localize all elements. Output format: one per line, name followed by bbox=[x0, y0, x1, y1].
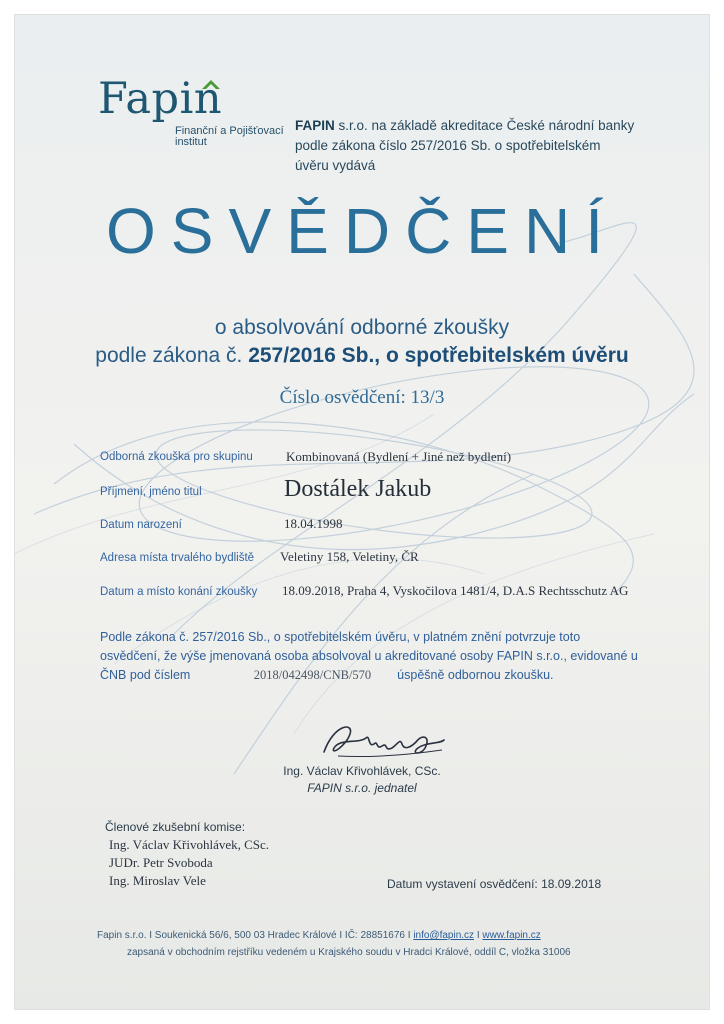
exam-label: Datum a místo konání zkoušky bbox=[100, 586, 258, 598]
logo-subtitle-line2: institut bbox=[175, 136, 207, 148]
issue-date: Datum vystavení osvědčení: 18.09.2018 bbox=[387, 877, 602, 891]
statement-text: Podle zákona č. 257/2016 Sb., o spotřebitelském úvěru, v platném znění potvrzuje toto osvědčení, že výše jmenovaná osoba absolvoval u akreditované osoby FAPIN s.r.o., evidované u ČNB pod číslem bbox=[100, 630, 638, 682]
subtitle-line2 bbox=[14, 344, 710, 368]
signer-role: FAPIN s.r.o. jednatel bbox=[307, 781, 417, 795]
logo-wordmark: Fapin bbox=[98, 74, 223, 124]
subtitle-line1: o absolvování odborné zkoušky bbox=[214, 316, 510, 339]
commission-heading: Členové zkušební komise: bbox=[105, 820, 246, 834]
commission-member: Ing. Miroslav Vele bbox=[109, 873, 206, 888]
address-value: Veletiny 158, Veletiny, ČR bbox=[280, 549, 419, 564]
certificate-number: Číslo osvědčení: 13/3 bbox=[279, 387, 445, 408]
subtitle-prefix: podle zákona č. bbox=[95, 344, 249, 367]
exam-value: 18.09.2018, Praha 4, Vyskočilova 1481/4, D.A.S Rechtsschutz AG bbox=[282, 583, 629, 598]
certificate-page bbox=[14, 14, 710, 1010]
intro-company: FAPIN bbox=[295, 118, 335, 133]
registration-number: 2018/042498/CNB/570 bbox=[253, 668, 372, 682]
subtitle-law: 257/2016 Sb., o spotřebitelském úvěru bbox=[248, 344, 629, 367]
commission-member: JUDr. Petr Svoboda bbox=[109, 855, 213, 870]
footer-email-link[interactable]: info@fapin.cz bbox=[413, 930, 475, 941]
group-value: Kombinovaná (Bydlení + Jiné než bydlení) bbox=[286, 449, 512, 464]
birth-value: 18.04.1998 bbox=[284, 516, 343, 531]
group-label: Odborná zkouška pro skupinu bbox=[100, 451, 253, 463]
holder-name: Dostálek Jakub bbox=[284, 476, 432, 502]
birth-label: Datum narození bbox=[100, 519, 182, 531]
signer-name: Ing. Václav Křivohlávek, CSc. bbox=[283, 764, 441, 778]
certificate-title: OSVĚDČENÍ bbox=[106, 195, 618, 267]
address-label: Adresa místa trvalého bydliště bbox=[100, 552, 255, 564]
logo-roof-icon bbox=[200, 78, 222, 90]
footer-web-link[interactable]: www.fapin.cz bbox=[482, 930, 541, 941]
intro-body: s.r.o. na základě akreditace České národní banky podle zákona číslo 257/2016 Sb. o spotřebitelském úvěru vydává bbox=[295, 118, 635, 173]
intro-text bbox=[295, 116, 635, 176]
footer-registry: zapsaná v obchodním rejstříku vedeném u Krajského soudu v Hradci Králové, oddíl C, vložka 31006 bbox=[127, 947, 571, 958]
footer-contact bbox=[97, 930, 541, 941]
statement-suffix: úspěšně odbornou zkoušku. bbox=[397, 668, 554, 682]
name-label: Příjmení, jméno titul bbox=[100, 486, 202, 498]
logo-subtitle-line1: Finanční a Pojišťovací bbox=[175, 125, 284, 137]
footer-address: Fapin s.r.o. I Soukenická 56/6, 500 03 Hradec Králové I IČ: 28851676 I bbox=[97, 930, 414, 941]
commission-member: Ing. Václav Křivohlávek, CSc. bbox=[109, 837, 270, 852]
statement-paragraph bbox=[100, 628, 640, 685]
footer-separator: I bbox=[474, 930, 483, 941]
